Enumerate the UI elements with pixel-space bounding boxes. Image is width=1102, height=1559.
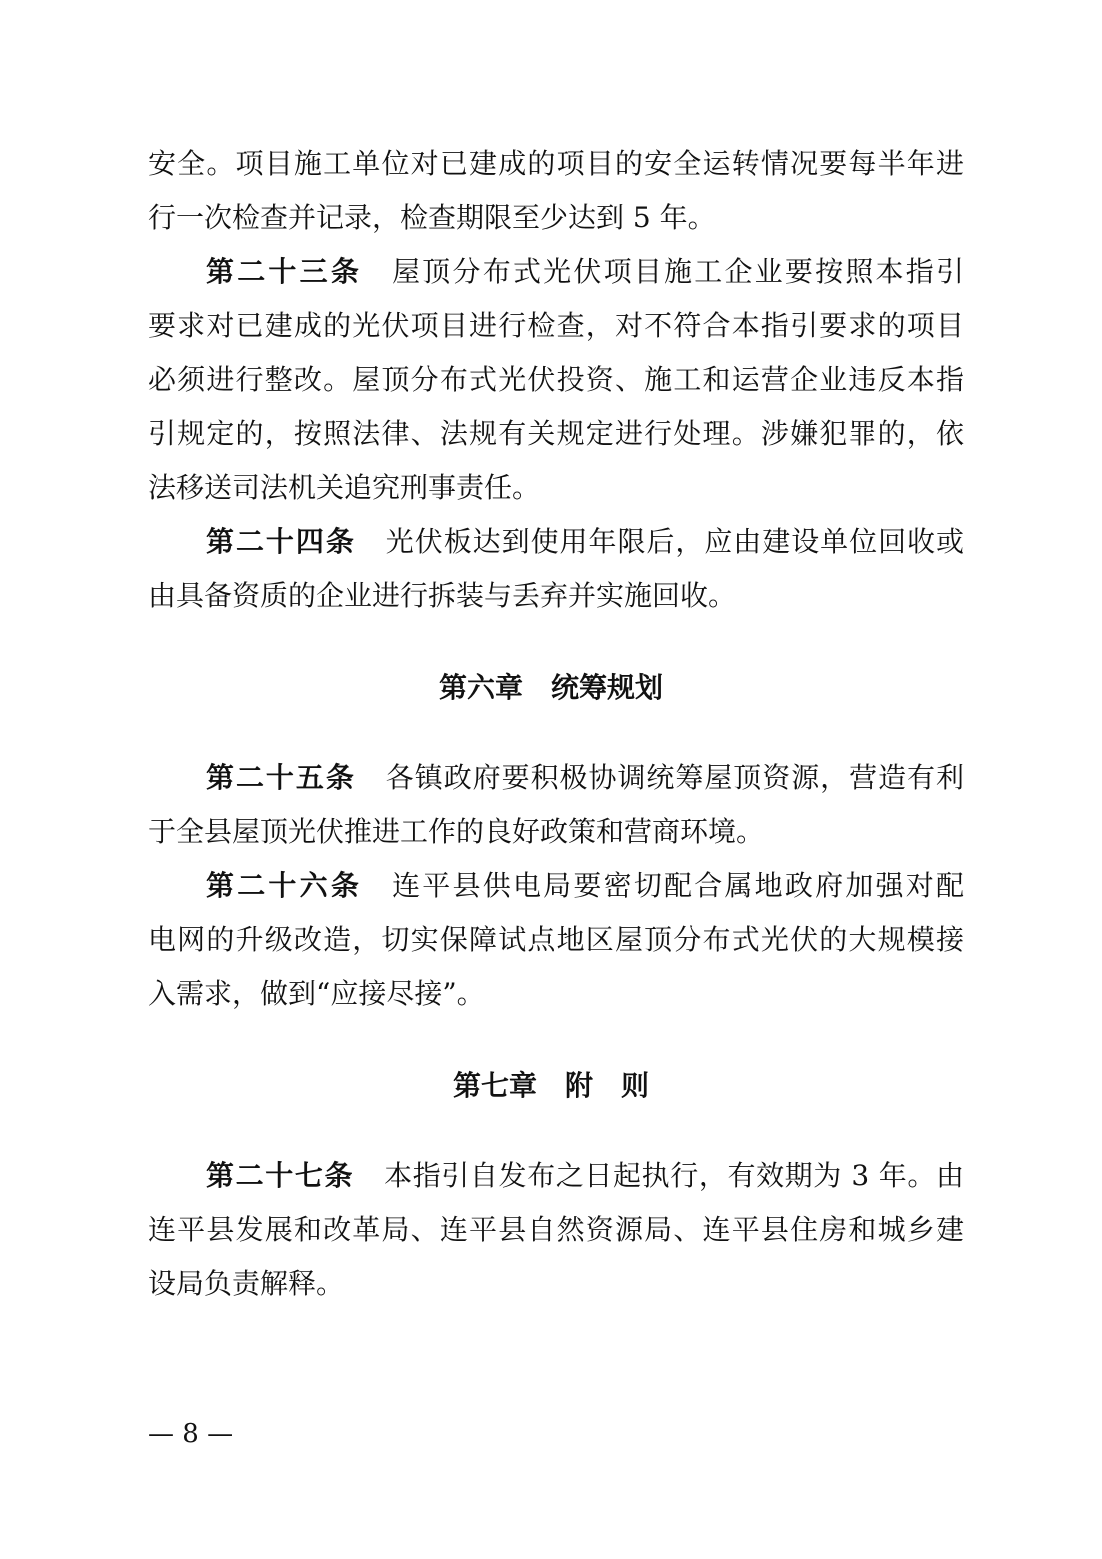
article-25-label: 第二十五条 [206,761,356,794]
article-26-label: 第二十六条 [206,869,363,902]
article-23-label: 第二十三条 [206,255,363,288]
paragraph-line: 安全。项目施工单位对已建成的项目的安全运转情况要每半年进 [148,147,964,180]
article-23-text: 屋顶分布式光伏项目施工企业要按照本指引 [392,255,964,288]
paragraph-line: 于全县屋顶光伏推进工作的良好政策和营商环境。 [148,815,765,848]
chapter-7-heading: 第七章 附 则 [452,1069,649,1102]
article-26-first-line [206,866,964,906]
paragraph-line: 必须进行整改。屋顶分布式光伏投资、施工和运营企业违反本指 [148,363,964,396]
chapter-6-heading: 第六章 统筹规划 [438,671,663,704]
paragraph-line: 电网的升级改造，切实保障试点地区屋顶分布式光伏的大规模接 [148,923,964,956]
article-23-first-line [206,252,964,292]
article-27-label: 第二十七条 [206,1159,355,1192]
article-25-first-line [206,758,964,798]
article-25-text: 各镇政府要积极协调统筹屋顶资源，营造有利 [385,761,964,794]
paragraph-line: 设局负责解释。 [148,1267,345,1300]
paragraph-line: 由具备资质的企业进行拆装与丢弃并实施回收。 [148,579,737,612]
article-26-text: 连平县供电局要密切配合属地政府加强对配 [392,869,964,902]
paragraph-line: 法移送司法机关追究刑事责任。 [148,471,541,504]
article-24-first-line [206,522,964,562]
paragraph-line: 引规定的，按照法律、法规有关规定进行处理。涉嫌犯罪的，依 [148,417,964,450]
article-27-text: 本指引自发布之日起执行，有效期为 3 年。由 [384,1159,964,1192]
article-27-first-line [206,1156,964,1196]
paragraph-line: 要求对已建成的光伏项目进行检查，对不符合本指引要求的项目 [148,309,964,342]
paragraph-line: 行一次检查并记录，检查期限至少达到 5 年。 [148,201,716,234]
article-24-text: 光伏板达到使用年限后，应由建设单位回收或 [385,525,964,558]
page-number: — 8 — [148,1419,234,1449]
paragraph-line: 连平县发展和改革局、连平县自然资源局、连平县住房和城乡建 [148,1213,964,1246]
article-24-label: 第二十四条 [206,525,356,558]
paragraph-line: 入需求，做到“应接尽接”。 [148,977,485,1010]
